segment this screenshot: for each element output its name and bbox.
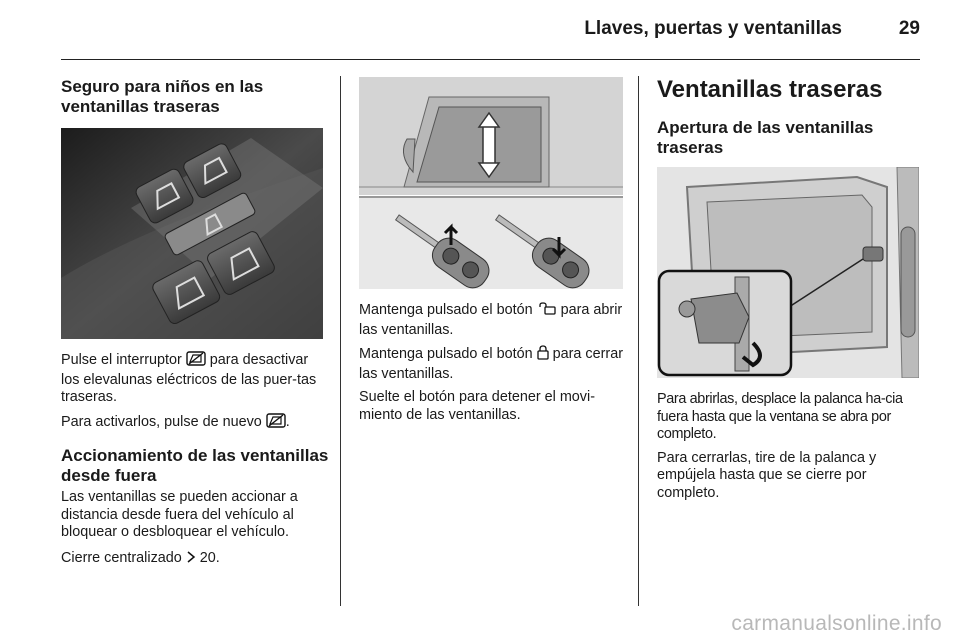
column-divider-right xyxy=(638,76,639,606)
paragraph-deactivate xyxy=(61,351,325,407)
text-fragment: Pulse el interruptor xyxy=(61,352,182,368)
text-fragment: para abrir las ventanillas. xyxy=(359,302,623,338)
text-fragment: para cerrar las ventanillas. xyxy=(359,346,624,382)
figure-remote-key-windows xyxy=(359,77,623,289)
text-fragment: . xyxy=(285,413,290,430)
left-body-text xyxy=(61,351,325,433)
unlock-key-icon xyxy=(537,302,557,322)
text-fragment: Mantenga pulsado el botón xyxy=(359,346,533,362)
middle-body-text xyxy=(359,302,629,424)
paragraph-central-locking xyxy=(61,550,325,570)
watermark-text: carmanualsonline.info xyxy=(731,612,942,635)
lock-key-icon xyxy=(537,345,549,366)
left-body-text-2 xyxy=(61,489,325,569)
paragraph-open-rear: Para abrirlas, desplace la palanca ha-cia fuera hasta que la ventana se abra por completo. xyxy=(657,391,903,442)
page-reference: 20. xyxy=(199,549,220,566)
paragraph-stop-movement: Suelte el botón para detener el movi-miento de las ventanillas. xyxy=(359,389,595,423)
paragraph-activate xyxy=(61,413,325,434)
figure-window-switches xyxy=(61,128,323,339)
page-header-title: Llaves, puertas y ventanillas xyxy=(584,18,842,39)
text-fragment: Mantenga pulsado el botón xyxy=(359,302,533,318)
paragraph-close-rear: Para cerrarlas, tire de la palanca y empújela hasta que se cierre por completo. xyxy=(657,449,877,501)
paragraph-close-windows xyxy=(359,345,629,383)
child-lock-window-icon xyxy=(266,413,286,434)
paragraph-open-windows xyxy=(359,302,629,339)
figure-rear-window-latch xyxy=(657,167,919,378)
heading-opening-rear-windows: Apertura de las ventanillas traseras xyxy=(657,118,874,157)
text-fragment: Para activarlos, pulse de nuevo xyxy=(61,413,262,430)
section-title-rear-windows: Ventanillas traseras xyxy=(657,76,883,103)
paragraph-remote: Las ventanillas se pueden accionar a distancia desde fuera del vehículo al bloquear o desbloquear el vehículo. xyxy=(61,489,298,540)
text-fragment: para desactivar los elevalunas eléctricos de las puer-tas traseras. xyxy=(61,352,317,405)
column-divider-left xyxy=(340,76,341,606)
page-reference-arrow-icon xyxy=(186,550,196,570)
heading-child-lock: Seguro para niños en las ventanillas traseras xyxy=(61,77,264,116)
page-number: 29 xyxy=(898,18,920,39)
child-lock-window-icon xyxy=(186,351,206,372)
heading-remote-operation: Accionamiento de las ventanillas desde fuera xyxy=(61,446,329,485)
right-body-text xyxy=(657,391,923,502)
header-rule xyxy=(61,59,920,60)
text-fragment: Cierre centralizado xyxy=(61,549,182,566)
